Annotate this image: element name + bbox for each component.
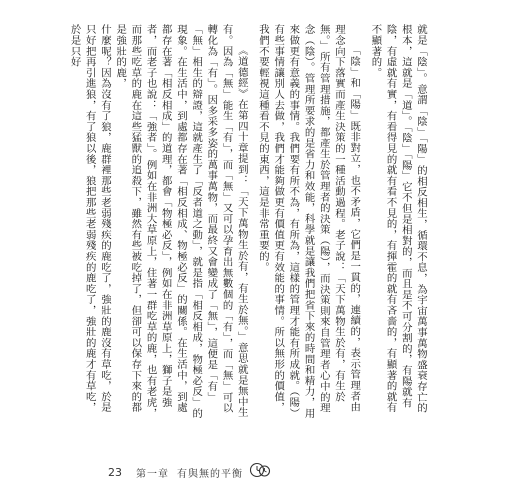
page-footer xyxy=(108,461,271,483)
body-text xyxy=(68,24,428,420)
paragraph: 就是「陰」。意謂「陰」「陽」的相反相生，循環不息，為宇宙萬事萬物盛衰存亡的根本，這就是「道」。「陰」「陽」它不但是相對的，而且是不可分割的，有陽就有陰，有虛就有實，有看得見的就有看不見的，有揮霍的就有吝嗇的，有顯著的就有不顯著的。 xyxy=(369,24,427,414)
paragraph: 《道德經》在第四十章提到：「天下萬物生於有，有生於無。」意思就是無中生有。因為「無」能生「有」，而「無」又可以孕育出無數個的「有」，而「無」可以轉化為「有」。因多采多姿的萬事萬物，而最終又會變成了「無」，這便是「有」「無」相生的辯證，這就產生了「反者道之動」，就是指「相反相成，物極必反」的現象。在生活中，到處都存在著「相反相成、物極必反」的關係。在生活中，到處都存在著「相反相成」的道理，都會「物極必反」，例如在非洲草原上，獅子是強者，而老子也說：「強者」。例如在非洲大草原上，住著一群吃草的鹿，也有老虎，而那些吃草的鹿在這些猛獸的追殺下，雖然有些被吃掉了，但卻可以保存下來的都是強壯的鹿， xyxy=(114,24,248,419)
paragraph: 「陰」和「陽」既非對立，也不矛盾，它們是一貫的，連續的，表示管理者由理念向下落實而產生決策的一種活動過程。老子說：「天下萬物生於有，有生於無。」所有管理措施，都產生於管理者的決策（陽），而決策則來自管理者心中的理念（陰）。管理所要求的是省力和效能，科學就是讓我們把省下來的時間和精力，用來做更有意義的事情。我們要有所不為，有所為，這樣的管理才能有所成就。（陽）有些事情讓別人去做，我們才能夠做更有價值更有效能的事情。所以無形的價值，我們不要輕視這種看不見的東西，這是非常重要的。 xyxy=(256,24,361,419)
chapter-title: 有與無的平衡 xyxy=(177,468,243,480)
paragraph: 什麼呢？因為沒有了狼，鹿群裡那些老弱殘疾的鹿吃了，強壯的鹿沒有草吃，於是只好把再引進狼，有了狼以後，狼把那些老弱殘疾的鹿吃了，強壯的鹿才有草吃，於是只好 xyxy=(68,24,111,413)
chapter-label: 第一章 xyxy=(136,468,169,480)
page-number: 23 xyxy=(108,465,122,479)
clock-icon xyxy=(249,461,271,483)
